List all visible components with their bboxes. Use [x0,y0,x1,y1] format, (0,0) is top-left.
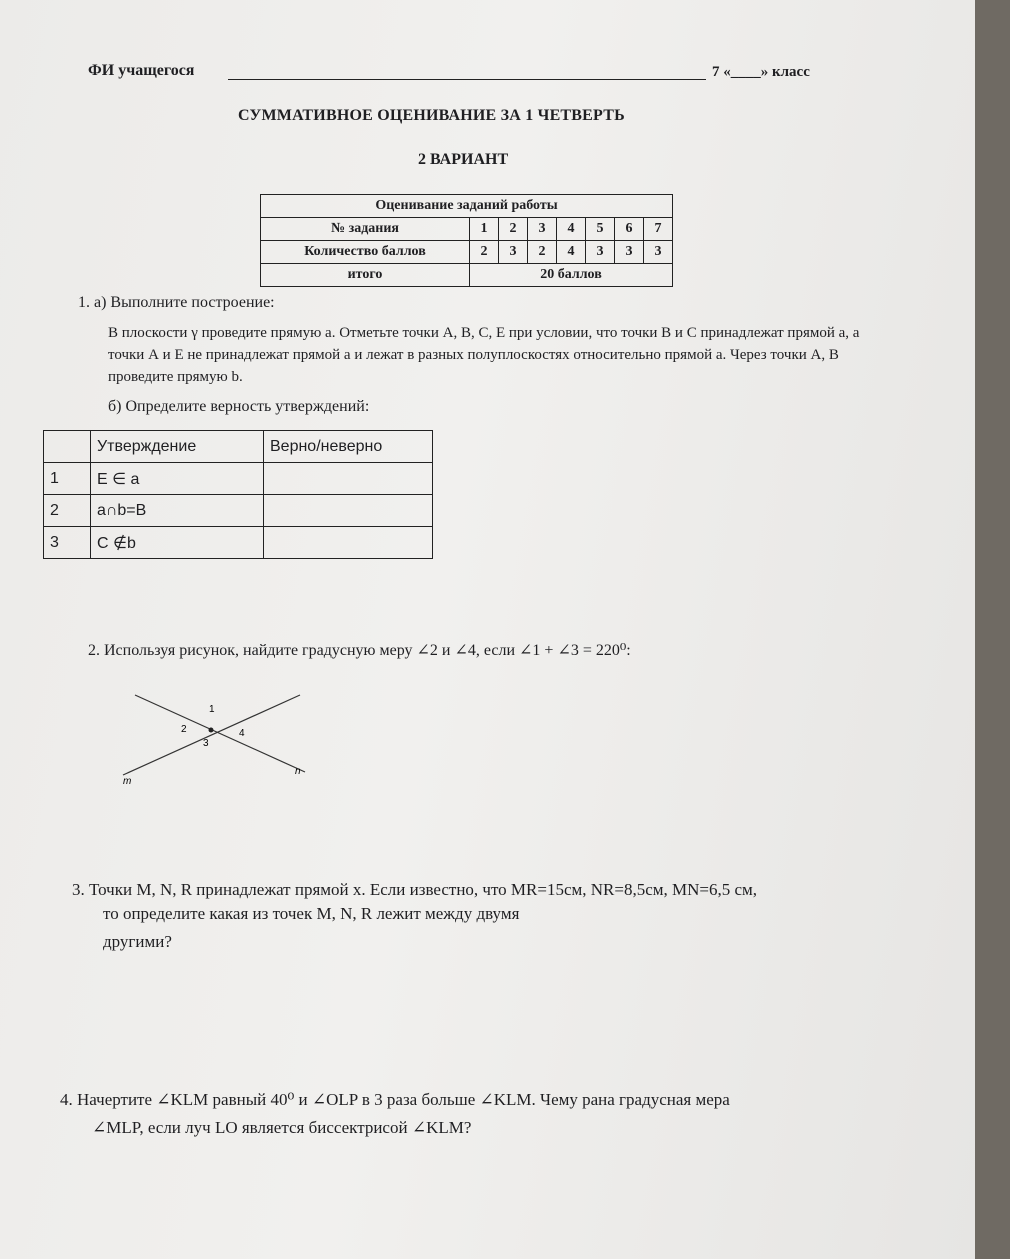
task3-line-3: другими? [103,932,172,951]
angle-3-label: 3 [203,738,209,749]
task3-line-2: то определите какая из точек M, N, R лежит между двумя [103,904,520,923]
line-m-label: m [123,776,132,787]
table-row [44,495,433,527]
task3-line-1: 3. Точки M, N, R принадлежат прямой x. Если известно, что MR=15см, NR=8,5см, MN=6,5 см, [72,880,758,899]
statements-header-row [44,431,433,463]
task4-line-2: ∠MLP, если луч LO является биссектрисой ∠KLM? [92,1118,472,1137]
task1-heading: 1. а) Выполните построение: [78,294,275,311]
task-number-cell: 3 [528,218,557,241]
table-row [44,463,433,495]
grading-task-row [261,218,673,241]
statement-cell: E ∈ a [91,463,264,495]
angle-1-label: 1 [209,704,215,715]
task-number-cell: 7 [644,218,673,241]
task2-text: 2. Используя рисунок, найдите градусную меру ∠2 и ∠4, если ∠1 + ∠3 = 220⁰: [88,642,631,659]
total-label: итого [261,264,470,287]
angle-2-label: 2 [181,724,187,735]
task-number-cell: 2 [499,218,528,241]
line-n [135,695,305,772]
table-row [44,527,433,559]
page-title: СУММАТИВНОЕ ОЦЕНИВАНИЕ ЗА 1 ЧЕТВЕРТЬ [238,107,625,124]
task-number-cell: 4 [557,218,586,241]
points-cell: 3 [615,241,644,264]
statements-table [43,430,433,559]
task4-line-1: 4. Начертите ∠KLM равный 40⁰ и ∠OLP в 3 раза больше ∠KLM. Чему рана градусная мера [60,1090,730,1109]
truth-answer-cell[interactable] [264,495,433,527]
row-number: 1 [44,463,91,495]
task-number-label: № задания [261,218,470,241]
grading-total-row [261,264,673,287]
points-cell: 2 [528,241,557,264]
points-cell: 2 [470,241,499,264]
row-number: 2 [44,495,91,527]
truth-answer-cell[interactable] [264,463,433,495]
task-number-cell: 5 [586,218,615,241]
points-label: Количество баллов [261,241,470,264]
variant-label: 2 ВАРИАНТ [418,151,509,168]
task1-b-heading: б) Определите верность утверждений: [108,398,370,415]
row-number: 3 [44,527,91,559]
grading-caption: Оценивание заданий работы [261,195,673,218]
intersecting-lines-figure [105,690,315,790]
task-number-cell: 1 [470,218,499,241]
statement-column-header: Утверждение [91,431,264,463]
truth-column-header: Верно/неверно [264,431,433,463]
line-n-label: n [295,766,301,777]
statement-cell: a∩b=B [91,495,264,527]
class-label: 7 «____» класс [712,64,810,80]
angle-4-label: 4 [239,728,245,739]
task-number-cell: 6 [615,218,644,241]
student-name-blank-line [228,79,706,80]
task1-text: В плоскости γ проведите прямую а. Отметьте точки A, B, C, E при условии, что точки B и C принадлежат прямой а, а точки А и Е не принадлежат прямой а и лежат в разных полуплоскостях относительно прямой а. Через точки A, B проведите прямую b. [108,325,860,385]
statement-cell: C ∉b [91,527,264,559]
intersection-point [209,728,214,733]
points-cell: 3 [499,241,528,264]
grading-table [260,194,673,287]
points-cell: 4 [557,241,586,264]
truth-answer-cell[interactable] [264,527,433,559]
points-cell: 3 [586,241,615,264]
total-value: 20 баллов [470,264,673,287]
points-cell: 3 [644,241,673,264]
row-number-header [44,431,91,463]
student-name-label: ФИ учащегося [88,62,195,79]
grading-points-row [261,241,673,264]
